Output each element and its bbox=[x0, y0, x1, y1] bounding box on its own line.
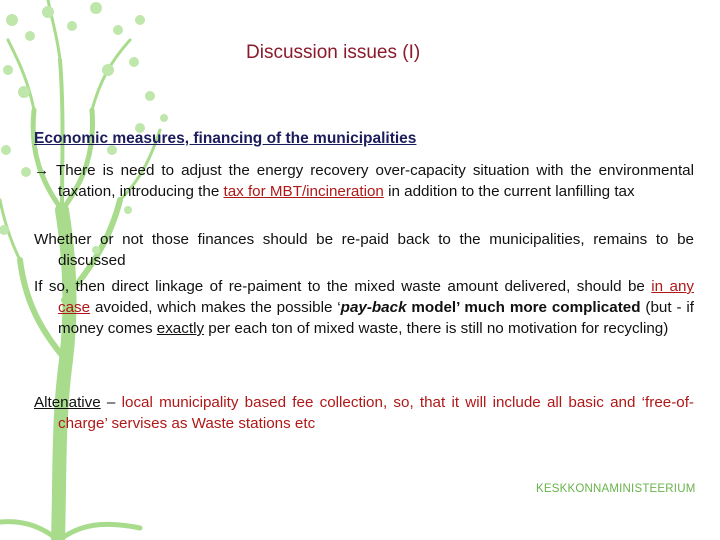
p3-underlined: exactly bbox=[156, 320, 205, 337]
arrow-icon: → bbox=[34, 162, 50, 179]
paragraph-2 bbox=[34, 229, 694, 271]
paragraph-1 bbox=[34, 160, 694, 202]
p1-text-b: in addition to the current lanfilling tax bbox=[383, 183, 635, 200]
p3-text-d: (but - if money comes bbox=[58, 299, 694, 337]
p3-text-c: model’ much more complicated bbox=[406, 299, 641, 316]
slide-title: Discussion issues (I) bbox=[246, 42, 421, 63]
p3-italic: pay-back bbox=[340, 299, 407, 316]
section-heading: Economic measures, financing of the municipalities bbox=[34, 130, 417, 147]
p2-text: Whether or not those finances should be re-paid back to the municipalities, remains to be discussed bbox=[34, 231, 694, 269]
p3-text-b: avoided, which makes the possible ‘ bbox=[90, 299, 341, 316]
p4-text: local municipality based fee collection, so, that it will include all basic and ‘free-of-charge’ servises as Waste stations etc bbox=[58, 394, 694, 432]
p4-underlined: Altenative bbox=[34, 394, 101, 411]
paragraph-3 bbox=[34, 276, 694, 339]
p3-text-a: If so, then direct linkage of re-paiment to the mixed waste amount delivered, should be bbox=[34, 278, 652, 295]
paragraph-4 bbox=[34, 392, 694, 434]
p4-dash: – bbox=[100, 394, 122, 411]
p3-highlight: in any case bbox=[58, 278, 694, 316]
ministry-logo-text: KESKKONNAMINISTEERIUM bbox=[536, 483, 696, 495]
p3-text-e: per each ton of mixed waste, there is still no motivation for recycling) bbox=[204, 320, 669, 337]
p1-highlight: tax for MBT/incineration bbox=[223, 183, 384, 200]
p1-text-a: There is need to adjust the energy recovery over-capacity situation with the environmental taxation, introducing the bbox=[55, 162, 694, 200]
